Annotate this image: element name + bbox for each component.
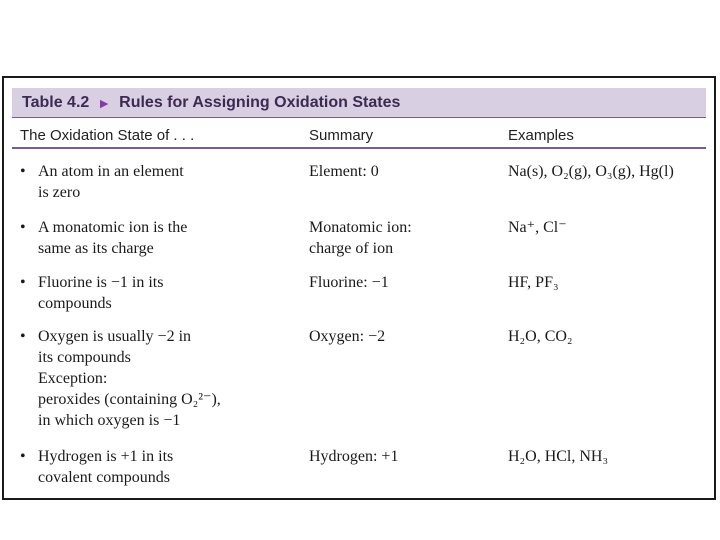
examples-cell: H₂O, HCl, NH₃	[508, 448, 609, 465]
rule-line: Oxygen is usually −2 in	[38, 328, 192, 345]
bullet: •	[20, 448, 26, 465]
table-frame	[2, 76, 716, 500]
rule-cell	[20, 272, 310, 314]
rule-line: Exception:	[38, 370, 108, 387]
examples-cell: HF, PF₃	[508, 274, 559, 291]
summary-line: Element: 0	[309, 163, 379, 180]
examples-cell: H₂O, CO₂	[508, 328, 573, 345]
bullet: •	[20, 274, 26, 291]
summary-line: Oxygen: −2	[309, 328, 386, 345]
rule-line: Fluorine is −1 in its	[38, 274, 164, 291]
rule-cell	[20, 161, 310, 203]
header-examples: Examples	[508, 127, 574, 144]
examples-cell: Na⁺, Cl⁻	[508, 219, 567, 236]
summary-cell	[309, 446, 499, 467]
rule-line: compounds	[38, 295, 112, 312]
summary-line: Monatomic ion:	[309, 219, 412, 236]
header-summary: Summary	[309, 127, 374, 144]
summary-line: charge of ion	[309, 240, 394, 257]
rule-line: covalent compounds	[38, 469, 170, 486]
table-title-bar	[12, 88, 706, 118]
header-oxidation-state: The Oxidation State of . . .	[20, 127, 195, 144]
rule-line: in which oxygen is −1	[38, 412, 181, 429]
bullet: •	[20, 163, 26, 180]
table-number: Table 4.2	[22, 93, 90, 111]
rule-line: its compounds	[38, 349, 131, 366]
bullet: •	[20, 328, 26, 345]
summary-cell	[309, 217, 499, 259]
rule-line: An atom in an element	[38, 163, 184, 180]
rule-cell	[20, 446, 310, 488]
rule-line: peroxides (containing O₂²⁻),	[38, 391, 221, 408]
summary-cell	[309, 272, 499, 293]
rule-cell	[20, 217, 310, 259]
summary-line: Hydrogen: +1	[309, 448, 399, 465]
summary-line: Fluorine: −1	[309, 274, 389, 291]
summary-cell	[309, 161, 499, 182]
arrow-icon: ►	[97, 94, 112, 111]
rule-line: is zero	[38, 184, 81, 201]
table-header-row	[12, 125, 706, 149]
rule-line: Hydrogen is +1 in its	[38, 448, 174, 465]
rule-cell	[20, 326, 310, 431]
examples-cell: Na(s), O₂(g), O₃(g), Hg(l)	[508, 163, 674, 180]
summary-cell	[309, 326, 499, 347]
table-title: Rules for Assigning Oxidation States	[119, 93, 401, 111]
rule-line: same as its charge	[38, 240, 154, 257]
rule-line: A monatomic ion is the	[38, 219, 188, 236]
bullet: •	[20, 219, 26, 236]
